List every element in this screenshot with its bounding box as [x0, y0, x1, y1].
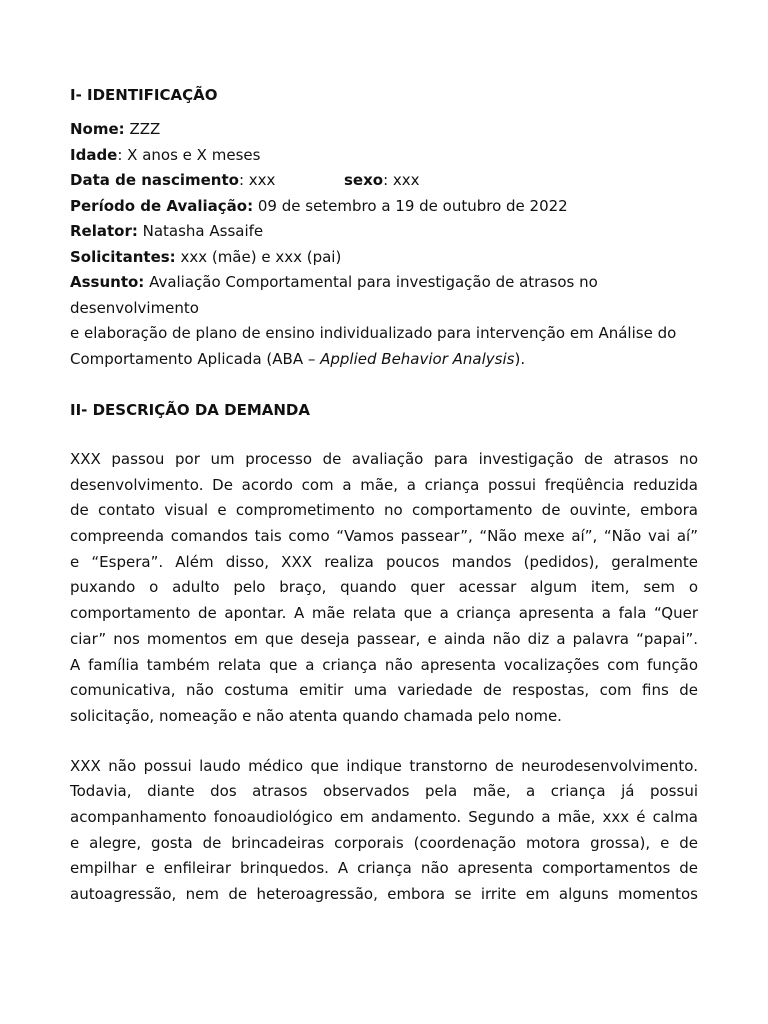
paragraph-line: puxando o adulto pelo braço, quando quer acessar algum item, sem o — [70, 578, 698, 597]
paragraph-line: e alegre, gosta de brincadeiras corporais (coordenação motora grossa), e de — [70, 833, 698, 852]
paragraph-line: XXX não possui laudo médico que indique transtorno de neurodesenvolvimento. — [70, 756, 698, 775]
assunto-line-3: e elaboração de plano de ensino individualizado para intervenção em Análise do — [70, 324, 677, 342]
paragraph-line: A família também relata que a criança não apresenta vocalizações com função — [70, 655, 698, 674]
section-identificacao-heading: I- IDENTIFICAÇÃO — [70, 86, 218, 104]
assunto-row — [70, 270, 698, 296]
assunto-label: Assunto: — [70, 273, 145, 291]
assunto-line-4 — [70, 347, 698, 373]
nascimento-row — [70, 168, 698, 194]
nome-row — [70, 117, 698, 143]
relator-label: Relator: — [70, 222, 138, 240]
paragraph-line: autoagressão, nem de heteroagressão, embora se irrite em alguns momentos — [70, 885, 698, 903]
paragraph-line: desenvolvimento. De acordo com a mãe, a criança possui freqüência reduzida — [70, 475, 698, 494]
nome-label: Nome: — [70, 120, 125, 138]
demanda-paragraph-1 — [70, 447, 698, 730]
paragraph-line: Todavia, diante dos atrasos observados pela mãe, a criança já possui — [70, 782, 698, 801]
nascimento-value: : xxx — [238, 171, 276, 189]
periodo-label: Período de Avaliação: — [70, 196, 254, 215]
assunto-value: Avaliação Comportamental para investigação de atrasos no — [144, 273, 598, 291]
sexo-label: sexo — [344, 171, 384, 189]
assunto-line-2: desenvolvimento — [70, 298, 199, 317]
idade-value: : X anos e X meses — [117, 145, 261, 164]
section-demanda-heading: II- DESCRIÇÃO DA DEMANDA — [70, 401, 310, 419]
idade-row — [70, 143, 698, 169]
paragraph-line: acompanhamento fonoaudiológico em andamento. Segundo a mãe, xxx é calma — [70, 807, 698, 826]
sexo-value: : xxx — [383, 171, 420, 189]
paragraph-line: solicitação, nomeação e não atenta quando chamada pelo nome. — [70, 706, 562, 725]
identification-block — [70, 117, 698, 372]
assunto-line-4-text: Comportamento Aplicada (ABA – — [70, 349, 321, 368]
document-page — [70, 83, 698, 908]
idade-label: Idade — [70, 145, 118, 164]
paragraph-line: de contato visual e comprometimento no comportamento de ouvinte, embora — [70, 501, 698, 520]
paragraph-line: empilhar e enfileirar brinquedos. A criança não apresenta comportamentos de — [70, 859, 698, 878]
solicitantes-value: xxx (mãe) e xxx (pai) — [175, 247, 342, 266]
aba-term: Applied Behavior Analysis — [320, 349, 515, 368]
paragraph-line: XXX passou por um processo de avaliação para investigação de atrasos no — [70, 450, 698, 468]
paragraph-line: comunicativa, não costuma emitir uma variedade de respostas, com fins de — [70, 681, 698, 700]
demanda-paragraph-2 — [70, 754, 698, 908]
relator-value: Natasha Assaife — [137, 222, 264, 240]
paragraph-line: e “Espera”. Além disso, XXX realiza poucos mandos (pedidos), geralmente — [70, 552, 698, 571]
solicitantes-row — [70, 245, 698, 271]
assunto-line-4-end: ). — [514, 349, 526, 368]
paragraph-line: compreenda comandos tais como “Vamos passear”, “Não mexe aí”, “Não vai aí” — [70, 527, 698, 546]
nome-value: ZZZ — [124, 120, 161, 138]
sexo-field — [344, 168, 420, 194]
relator-row — [70, 219, 698, 245]
paragraph-line: ciar” nos momentos em que deseja passear, e ainda não diz a palavra “papai”. — [70, 629, 698, 648]
section-spacer — [70, 372, 698, 398]
solicitantes-label: Solicitantes: — [70, 247, 176, 266]
paragraph-line: comportamento de apontar. A mãe relata que a criança apresenta a fala “Quer — [70, 604, 698, 623]
periodo-row — [70, 194, 698, 220]
periodo-value: 09 de setembro a 19 de outubro de 2022 — [253, 196, 568, 215]
nascimento-label: Data de nascimento — [70, 171, 239, 189]
